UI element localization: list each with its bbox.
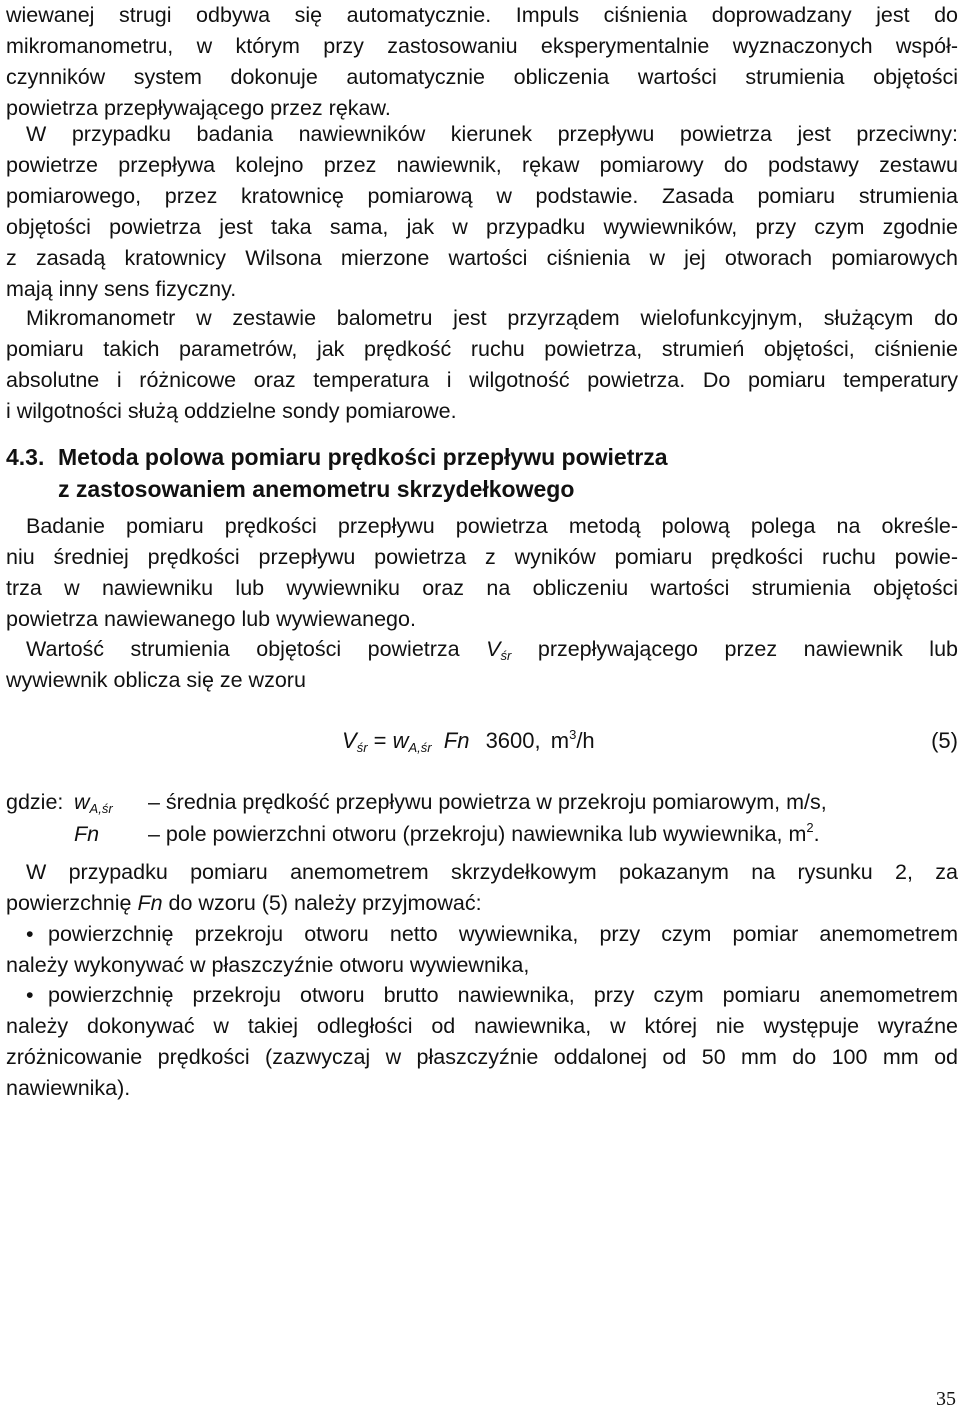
text-line: trza w nawiewniku lub wywiewniku oraz na obliczeniu wartości strumienia objętości xyxy=(6,576,958,600)
text-line: niu średniej prędkości przepływu powietrza z wyników pomiaru prędkości ruchu powie- xyxy=(6,545,958,569)
formula-lhs: V xyxy=(342,728,357,753)
formula-fn: Fn xyxy=(443,728,470,753)
text-line: pomiarowego, przez kratownicę pomiarową w podstawie. Zasada pomiaru strumienia xyxy=(6,184,958,208)
text-line xyxy=(6,888,958,919)
section-title-line-2: z zastosowaniem anemometru skrzydełkowego xyxy=(58,476,575,502)
section-heading xyxy=(6,441,958,505)
bullet-icon: • xyxy=(26,922,34,946)
formula-unit xyxy=(551,728,595,753)
superscript: 2 xyxy=(806,820,814,835)
paragraph-1 xyxy=(6,0,958,124)
text-line: W przypadku pomiaru anemometrem skrzydełkowym pokazanym na rysunku 2, za xyxy=(26,860,958,884)
bullet-icon: • xyxy=(26,983,34,1007)
text-line: mają inny sens fizyczny. xyxy=(6,277,237,301)
text-line: objętości powietrza jest taka sama, jak w przypadku wywiewników, przy czym zgodnie xyxy=(6,215,958,239)
definition-symbol xyxy=(74,786,148,818)
paragraph-2 xyxy=(6,119,958,305)
text-line xyxy=(6,634,958,665)
bullet-item-2 xyxy=(6,980,958,1104)
subscript: śr xyxy=(500,648,512,663)
definition-text: – pole powierzchni otworu (przekroju) nawiewnika lub wywiewnika, m xyxy=(148,822,807,846)
text-segment: Wartość strumienia objętości powietrza xyxy=(26,637,487,661)
variable-v: V xyxy=(486,637,501,661)
symbol-fn: Fn xyxy=(74,822,100,846)
text-line: należy dokonywać w takiej odległości od nawiewnika, w której nie występuje wyraźne xyxy=(6,1014,958,1038)
bullet-text: powierzchnię przekroju otworu brutto nawiewnika, przy czym pomiaru anemometrem xyxy=(48,983,958,1007)
text-line: Badanie pomiaru prędkości przepływu powietrza metodą polową polega na określe- xyxy=(26,514,958,538)
page-number: 35 xyxy=(936,1388,956,1410)
formula-definitions xyxy=(6,786,958,850)
unit-m: m xyxy=(550,728,570,753)
symbol-w-subscript: A,śr xyxy=(89,801,113,816)
text-segment: przepływającego przez nawiewnik lub xyxy=(511,637,958,661)
text-segment: do wzoru (5) należy przyjmować: xyxy=(162,891,482,915)
text-line: W przypadku badania nawiewników kierunek przepływu powietrza jest przeciwny: xyxy=(26,122,958,146)
text-line: wiewanej strugi odbywa się automatycznie. Impuls ciśnienia doprowadzany jest do xyxy=(6,3,958,27)
formula-5 xyxy=(342,726,595,756)
bullet-item-1 xyxy=(6,919,958,981)
section-title-line-1: Metoda polowa pomiaru prędkości przepływu powietrza xyxy=(58,444,668,470)
text-line xyxy=(6,919,958,950)
section-number: 4.3. xyxy=(6,444,45,470)
where-label: gdzie: xyxy=(6,790,64,814)
text-line: powietrza nawiewanego lub wywiewanego. xyxy=(6,607,416,631)
paragraph-3 xyxy=(6,303,958,427)
text-line: i wilgotności służą oddzielne sondy pomiarowe. xyxy=(6,399,457,423)
text-line: mikromanometru, w którym przy zastosowaniu eksperymentalnie wyznaczonych współ- xyxy=(6,34,958,58)
formula-equals: = xyxy=(367,728,393,753)
formula-lhs-subscript: śr xyxy=(356,740,368,755)
text-line xyxy=(6,980,958,1011)
bullet-text: powierzchnię przekroju otworu netto wywiewnika, przy czym pomiar anemometrem xyxy=(48,922,958,946)
formula-number: (5) xyxy=(931,728,958,753)
formula-constant: 3600, xyxy=(485,728,541,753)
text-line: powietrza przepływającego przez rękaw. xyxy=(6,96,391,120)
text-line: pomiaru takich parametrów, jak prędkość ruchu powietrza, strumień objętości, ciśnienie xyxy=(6,337,958,361)
text-line: wywiewnik oblicza się ze wzoru xyxy=(6,668,306,692)
paragraph-6 xyxy=(6,857,958,919)
unit-superscript: 3 xyxy=(569,727,577,742)
text-line: z zasadą kratownicy Wilsona mierzone wartości ciśnienia w jej otworach pomiarowych xyxy=(6,246,958,270)
text-line: czynników system dokonuje automatycznie obliczenia wartości strumienia objętości xyxy=(6,65,958,89)
variable-fn: Fn xyxy=(137,891,163,915)
text-line: powietrze przepływa kolejno przez nawiewnik, rękaw pomiarowy do podstawy zestawu xyxy=(6,153,958,177)
text-line: Mikromanometr w zestawie balometru jest przyrządem wielofunkcyjnym, służącym do xyxy=(26,306,958,330)
unit-rest: /h xyxy=(576,728,595,753)
text-line: absolutne i różnicowe oraz temperatura i wilgotność powietrza. Do pomiaru temperatury xyxy=(6,368,958,392)
text-line: należy wykonywać w płaszczyźnie otworu wywiewnika, xyxy=(6,953,530,977)
paragraph-5 xyxy=(6,634,958,696)
formula-w: w xyxy=(392,728,409,753)
definition-end: . xyxy=(813,822,820,846)
text-segment: powierzchnię xyxy=(6,891,138,915)
text-line: zróżnicowanie prędkości (zazwyczaj w płaszczyźnie oddalonej od 50 mm do 100 mm od xyxy=(6,1045,958,1069)
paragraph-4 xyxy=(6,511,958,635)
formula-w-subscript: A,śr xyxy=(408,740,432,755)
definition-text: – średnia prędkość przepływu powietrza w przekroju pomiarowym, m/s, xyxy=(148,790,827,814)
symbol-w: w xyxy=(74,790,90,814)
text-line: nawiewnika). xyxy=(6,1076,131,1100)
